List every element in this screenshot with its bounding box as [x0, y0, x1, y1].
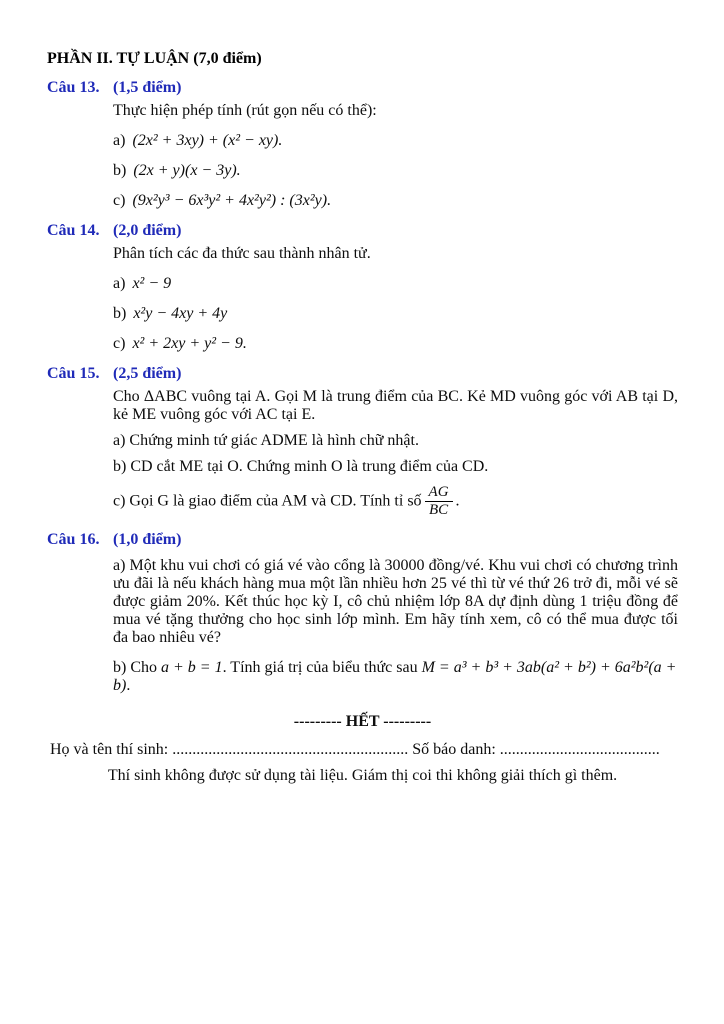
part-text: b) Cho: [113, 658, 157, 676]
math-expression: x² + 2xy + y² − 9.: [132, 335, 247, 352]
question-part: [113, 484, 678, 520]
math-expression: (9x²y³ − 6x³y² + 4x²y²) : (3x²y).: [132, 192, 332, 209]
question-part: [113, 335, 678, 353]
part-label: b): [113, 162, 127, 179]
part-text: .: [126, 676, 131, 694]
question-14: [47, 222, 678, 353]
math-expression: M = a³ + b³ + 3ab(a² + b²) + 6a²b²(a + b): [113, 658, 677, 694]
exam-footer: [47, 713, 678, 785]
question-label: Câu 16.: [47, 530, 100, 548]
fraction-denominator: BC: [428, 502, 449, 519]
math-expression: (2x + y)(x − 3y).: [133, 162, 241, 179]
math-expression: x²y − 4xy + 4y: [133, 305, 228, 322]
part-text: a) Chứng minh tứ giác ADME là hình chữ nhật.: [113, 432, 419, 449]
question-intro: Thực hiện phép tính (rút gọn nếu có thể):: [113, 102, 377, 119]
question-intro: Cho ΔABC vuông tại A. Gọi M là trung điểm của BC. Kẻ MD vuông góc với AB tại D, kẻ ME vuông góc với AC tại E.: [113, 388, 678, 423]
question-part: [113, 192, 678, 210]
question-13: [47, 79, 678, 210]
question-part: [113, 162, 678, 180]
question-points: (2,5 điểm): [113, 365, 182, 382]
question-heading: [47, 222, 678, 240]
question-heading: [47, 365, 678, 383]
question-15: [47, 365, 678, 520]
question-points: (1,5 điểm): [113, 79, 182, 96]
math-expression: (2x² + 3xy) + (x² − xy).: [132, 132, 283, 149]
question-label: Câu 13.: [47, 79, 100, 96]
part-label: b): [113, 305, 127, 322]
part-text: .: [455, 492, 460, 510]
question-part: [113, 557, 678, 647]
question-part: [113, 132, 678, 150]
exam-note: Thí sinh không được sử dụng tài liệu. Giám thị coi thi không giải thích gì thêm.: [107, 766, 618, 784]
question-label: Câu 15.: [47, 365, 100, 382]
part-label: c): [113, 192, 126, 209]
math-expression: a + b = 1: [161, 658, 223, 676]
question-body: [113, 557, 678, 695]
part-text: . Tính giá trị của biểu thức sau: [222, 658, 418, 676]
part-text: a) Một khu vui chơi có giá vé vào cổng là 30000 đồng/vé. Khu vui chơi có chương trình ưu đãi là nếu khách hàng mua một lần nhiều hơn 25 vé thì từ vé thứ 26 trở đi, mỗi vé sẽ được giảm 20%. Kết thúc học kỳ I, cô chủ nhiệm lớp 8A dự định dùng 1 triệu đồng để mua vé tặng thưởng cho học sinh lớp mình. Em hãy tính xem, cô có thể mua được tối đa bao nhiêu vé?: [113, 556, 678, 646]
part-label: a): [113, 132, 126, 149]
part-text: c) Gọi G là giao điểm của AM và CD. Tính tỉ số: [113, 492, 422, 510]
question-body: [113, 245, 678, 353]
part-text: b) CD cắt ME tại O. Chứng minh O là trung điểm của CD.: [113, 458, 489, 475]
question-part: [113, 659, 678, 695]
part-label: a): [113, 275, 126, 292]
question-part: [113, 458, 678, 476]
fraction-numerator: AG: [425, 484, 453, 502]
question-label: Câu 14.: [47, 222, 100, 239]
question-heading: [47, 79, 678, 97]
question-part: [113, 305, 678, 323]
math-expression: x² − 9: [132, 275, 172, 292]
question-part: [113, 275, 678, 293]
candidate-info-line: Họ và tên thí sinh: ........................................................... Số báo danh: ........................................: [50, 740, 660, 758]
question-heading: [47, 531, 678, 549]
section-title: PHẦN II. TỰ LUẬN (7,0 điểm): [47, 50, 262, 67]
question-points: (1,0 điểm): [113, 530, 182, 548]
fraction: [425, 484, 453, 520]
end-marker: --------- HẾT ---------: [293, 712, 432, 730]
question-16: [47, 531, 678, 695]
part-label: c): [113, 335, 126, 352]
question-points: (2,0 điểm): [113, 222, 182, 239]
question-body: [113, 388, 678, 520]
question-intro: Phân tích các đa thức sau thành nhân tử.: [113, 245, 371, 262]
question-body: [113, 102, 678, 210]
question-part: [113, 432, 678, 450]
